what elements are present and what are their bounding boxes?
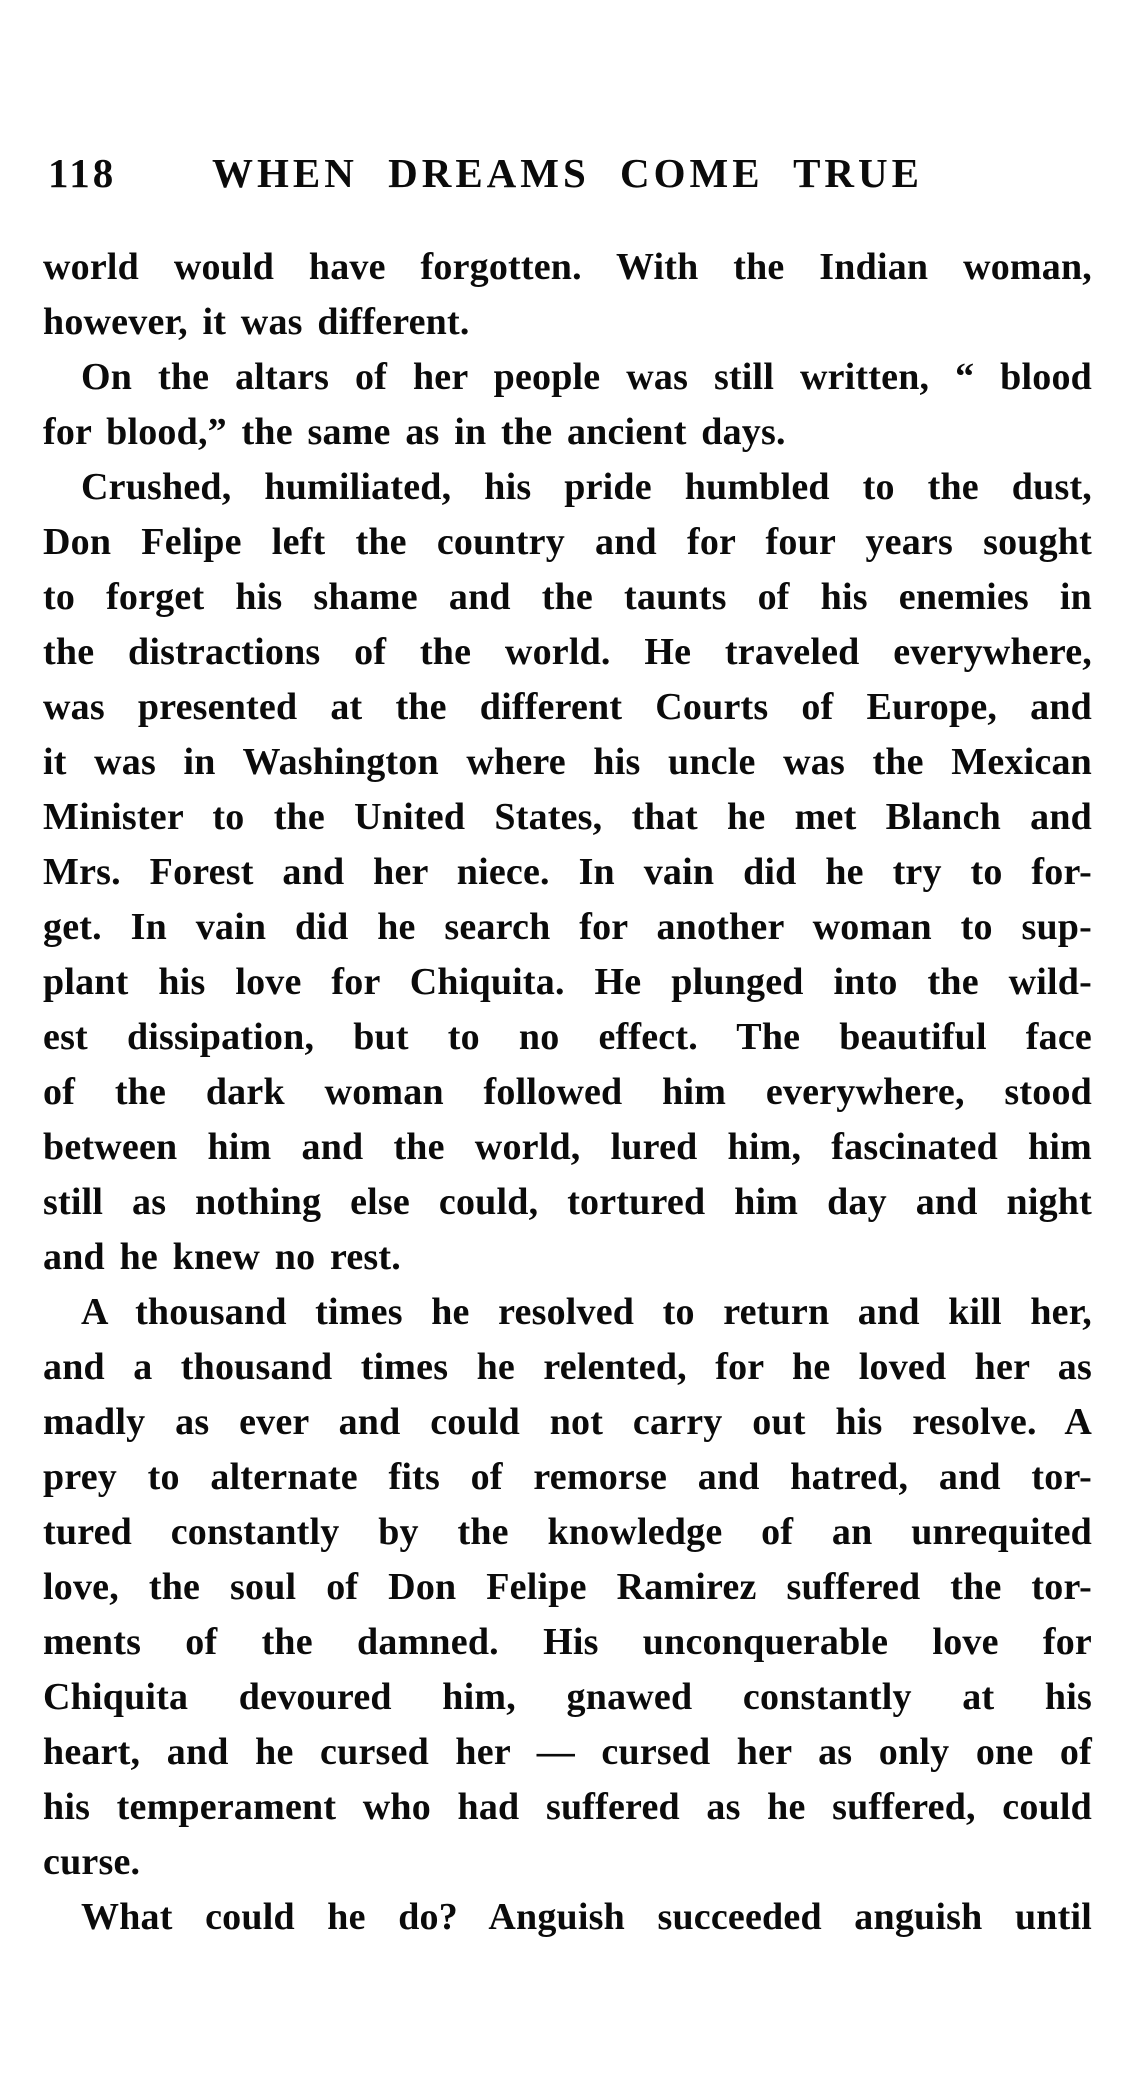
- text-line: A thousand times he resolved to return and kill her,: [81, 1291, 1092, 1333]
- text-line: was presented at the different Courts of Europe, and: [43, 686, 1092, 728]
- text-line: however, it was different.: [43, 301, 470, 343]
- text-line: his temperament who had suffered as he suffered, could: [43, 1786, 1092, 1828]
- text-line: madly as ever and could not carry out his resolve. A: [43, 1401, 1092, 1443]
- page-body: [43, 240, 1092, 1945]
- text-line: it was in Washington where his uncle was the Mexican: [43, 741, 1092, 783]
- text-line: of the dark woman followed him everywhere, stood: [43, 1071, 1092, 1113]
- text-line: to forget his shame and the taunts of his enemies in: [43, 576, 1092, 618]
- running-title: WHEN DREAMS COME TRUE: [212, 150, 923, 196]
- text-line: world would have forgotten. With the Indian woman,: [43, 246, 1092, 288]
- text-line: Crushed, humiliated, his pride humbled to the dust,: [81, 466, 1092, 508]
- text-line: and a thousand times he relented, for he loved her as: [43, 1346, 1092, 1388]
- text-line: curse.: [43, 1841, 141, 1883]
- text-line: Minister to the United States, that he met Blanch and: [43, 796, 1092, 838]
- page-number: 118: [48, 150, 117, 196]
- text-line: On the altars of her people was still written, “ blood: [81, 356, 1092, 398]
- text-line: between him and the world, lured him, fascinated him: [43, 1126, 1092, 1168]
- text-line: get. In vain did he search for another woman to sup-: [43, 906, 1092, 948]
- text-line: Don Felipe left the country and for four years sought: [43, 521, 1092, 563]
- text-line: ments of the damned. His unconquerable love for: [43, 1621, 1092, 1663]
- text-line: heart, and he cursed her — cursed her as only one of: [43, 1731, 1092, 1773]
- text-line: prey to alternate fits of remorse and hatred, and tor-: [43, 1456, 1092, 1498]
- page-header: [43, 150, 1092, 196]
- text-line: Chiquita devoured him, gnawed constantly at his: [43, 1676, 1092, 1718]
- text-line: tured constantly by the knowledge of an unrequited: [43, 1511, 1092, 1553]
- text-line: and he knew no rest.: [43, 1236, 401, 1278]
- text-line: Mrs. Forest and her niece. In vain did he try to for-: [43, 851, 1092, 893]
- text-line: still as nothing else could, tortured him day and night: [43, 1181, 1092, 1223]
- text-line: for blood,” the same as in the ancient days.: [43, 411, 786, 453]
- text-line: est dissipation, but to no effect. The beautiful face: [43, 1016, 1092, 1058]
- text-line: plant his love for Chiquita. He plunged into the wild-: [43, 961, 1092, 1003]
- text-line: the distractions of the world. He traveled everywhere,: [43, 631, 1092, 673]
- text-line: What could he do? Anguish succeeded anguish until: [81, 1896, 1092, 1938]
- text-line: love, the soul of Don Felipe Ramirez suffered the tor-: [43, 1566, 1092, 1608]
